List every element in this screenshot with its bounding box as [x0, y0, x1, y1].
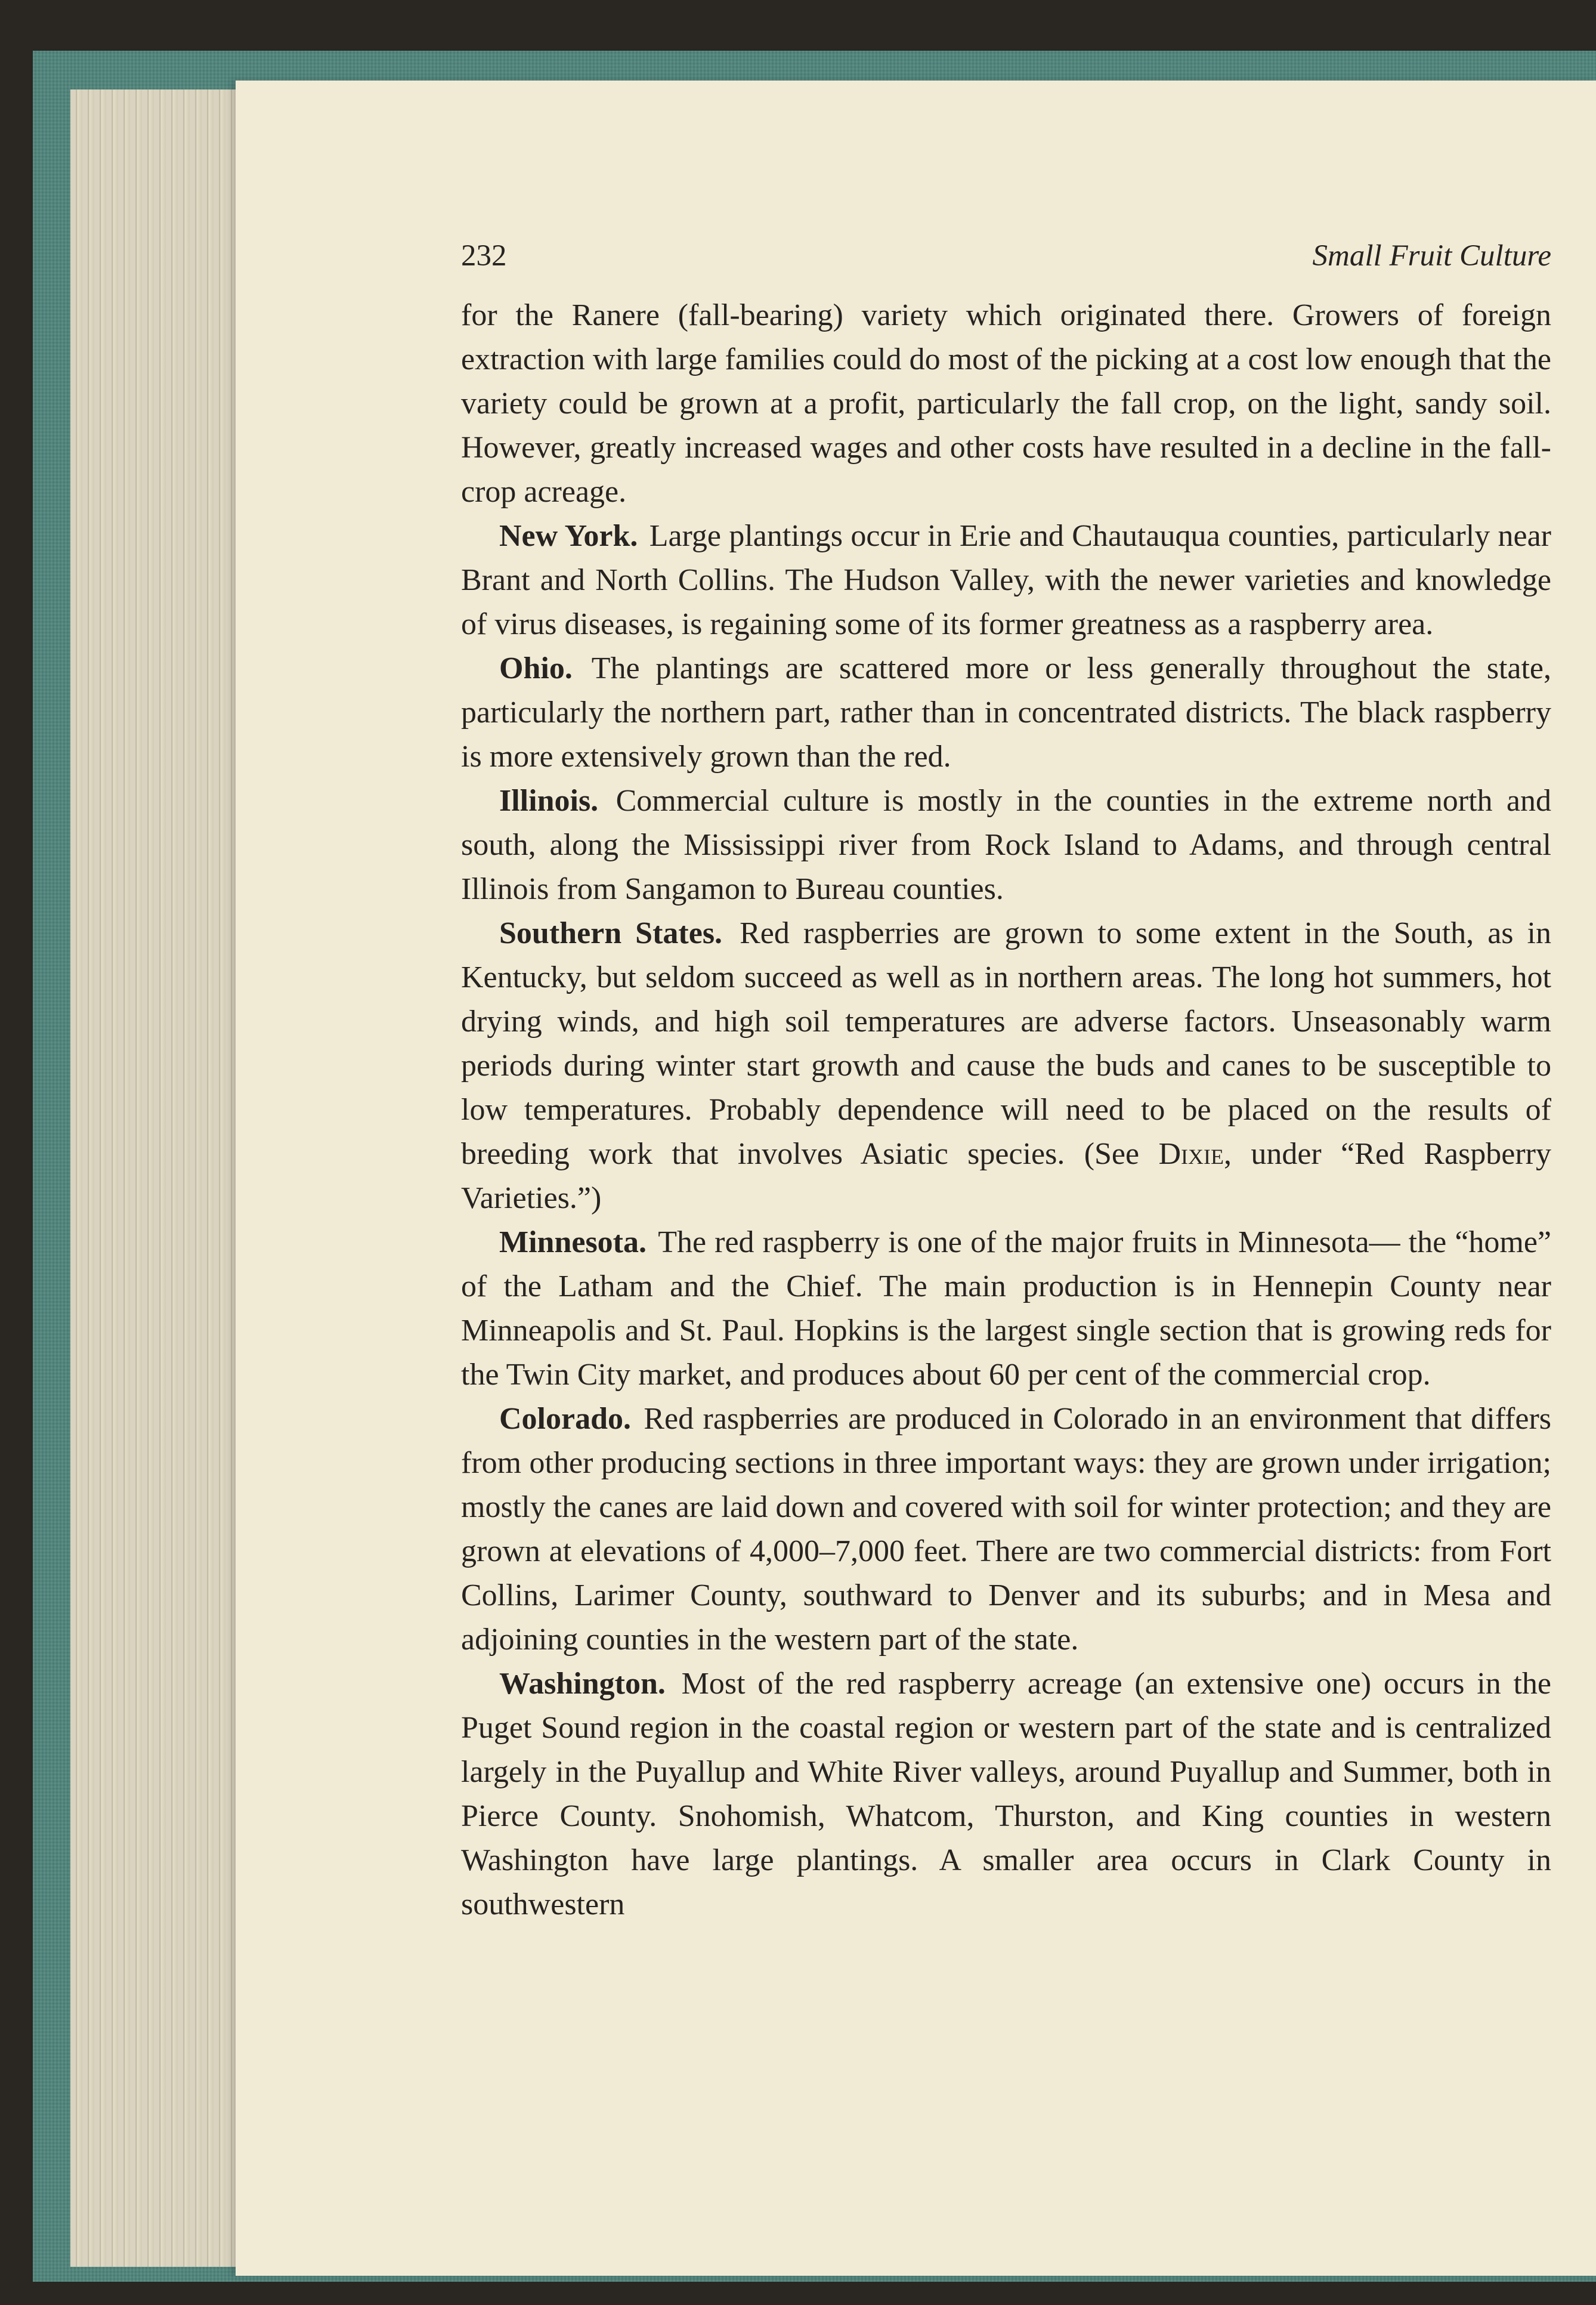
- text-block: [461, 239, 1551, 1927]
- section-heading: Washington.: [499, 1667, 666, 1701]
- section-heading: Ohio.: [499, 651, 573, 685]
- section-heading: Colorado.: [499, 1402, 631, 1436]
- paragraph: [461, 293, 1551, 514]
- section-heading: New York.: [499, 519, 638, 553]
- paragraph-text: The plantings are scattered more or less generally throughout the state, particularly the northern part, rather than in concentrated districts. The black raspberry is more extensively grown than the red.: [461, 651, 1552, 774]
- paragraph-text: Red raspberries are produced in Colorado in an environment that differs from other producing sections in three important ways: they are grown under irrigation; mostly the canes are laid down and covered with soil for winter protection; and they are grown at elevations of 4,000–7,000 feet. There are two commercial districts: from Fort Collins, Larimer County, southward to Denver and its suburbs; and in Mesa and adjoining counties in the western part of the state.: [461, 1402, 1551, 1657]
- section-heading: Minnesota.: [499, 1225, 647, 1259]
- paragraph-text: , under “Red Raspberry Varieties.”): [461, 1137, 1552, 1215]
- paragraph-text: for the Ranere (fall-bearing) variety which originated there. Growers of foreign extraction with large families could do most of the picking at a cost low enough that the variety could be grown at a profit, particularly the fall crop, on the light, sandy soil. However, greatly increased wages and other costs have resulted in a decline in the fall-crop acreage.: [461, 298, 1551, 509]
- paragraph-text: Large plantings occur in Erie and Chautauqua counties, particularly near Brant and North Collins. The Hudson Valley, with the newer varieties and knowledge of virus diseases, is regaining some of its former greatness as a raspberry area.: [461, 519, 1552, 641]
- paragraph: [461, 1221, 1551, 1397]
- paragraph: [461, 779, 1551, 912]
- small-caps-variety: Dixie: [1158, 1137, 1224, 1171]
- paragraph-text: The red raspberry is one of the major fruits in Minnesota— the “home” of the Latham and the Chief. The main production is in Hennepin County near Minneapolis and St. Paul. Hopkins is the largest single section that is growing reds for the Twin City market, and produces about 60 per cent of the commercial crop.: [461, 1225, 1552, 1392]
- paragraph: [461, 1397, 1551, 1662]
- page-edges: [70, 89, 261, 2267]
- paragraph: [461, 514, 1551, 647]
- paragraph: [461, 1662, 1551, 1927]
- paragraph-text: Most of the red raspberry acreage (an extensive one) occurs in the Puget Sound region in the coastal region or western part of the state and is centralized largely in the Puyallup and White River valleys, around Puyallup and Summer, both in Pierce County. Snohomish, Whatcom, Thurston, and King counties in western Washington have large plantings. A smaller area occurs in Clark County in southwestern: [461, 1667, 1552, 1921]
- running-head: [461, 239, 1551, 286]
- page-number: 232: [461, 239, 507, 273]
- paragraph-text: Commercial culture is mostly in the counties in the extreme north and south, along the Mississippi river from Rock Island to Adams, and through central Illinois from Sangamon to Bureau counties.: [461, 784, 1552, 906]
- running-title: Small Fruit Culture: [1312, 239, 1551, 273]
- paragraph: [461, 912, 1551, 1221]
- paragraph: [461, 647, 1551, 779]
- section-heading: Illinois.: [499, 784, 599, 818]
- section-heading: Southern States.: [499, 916, 723, 950]
- paragraph-text: Red raspberries are grown to some extent in the South, as in Kentucky, but seldom succeed as well as in northern areas. The long hot summers, hot drying winds, and high soil temperatures are adverse factors. Unseasonably warm periods during winter start growth and cause the buds and canes to be susceptible to low temperatures. Probably dependence will need to be placed on the results of breeding work that involves Asiatic species. (See: [461, 916, 1552, 1171]
